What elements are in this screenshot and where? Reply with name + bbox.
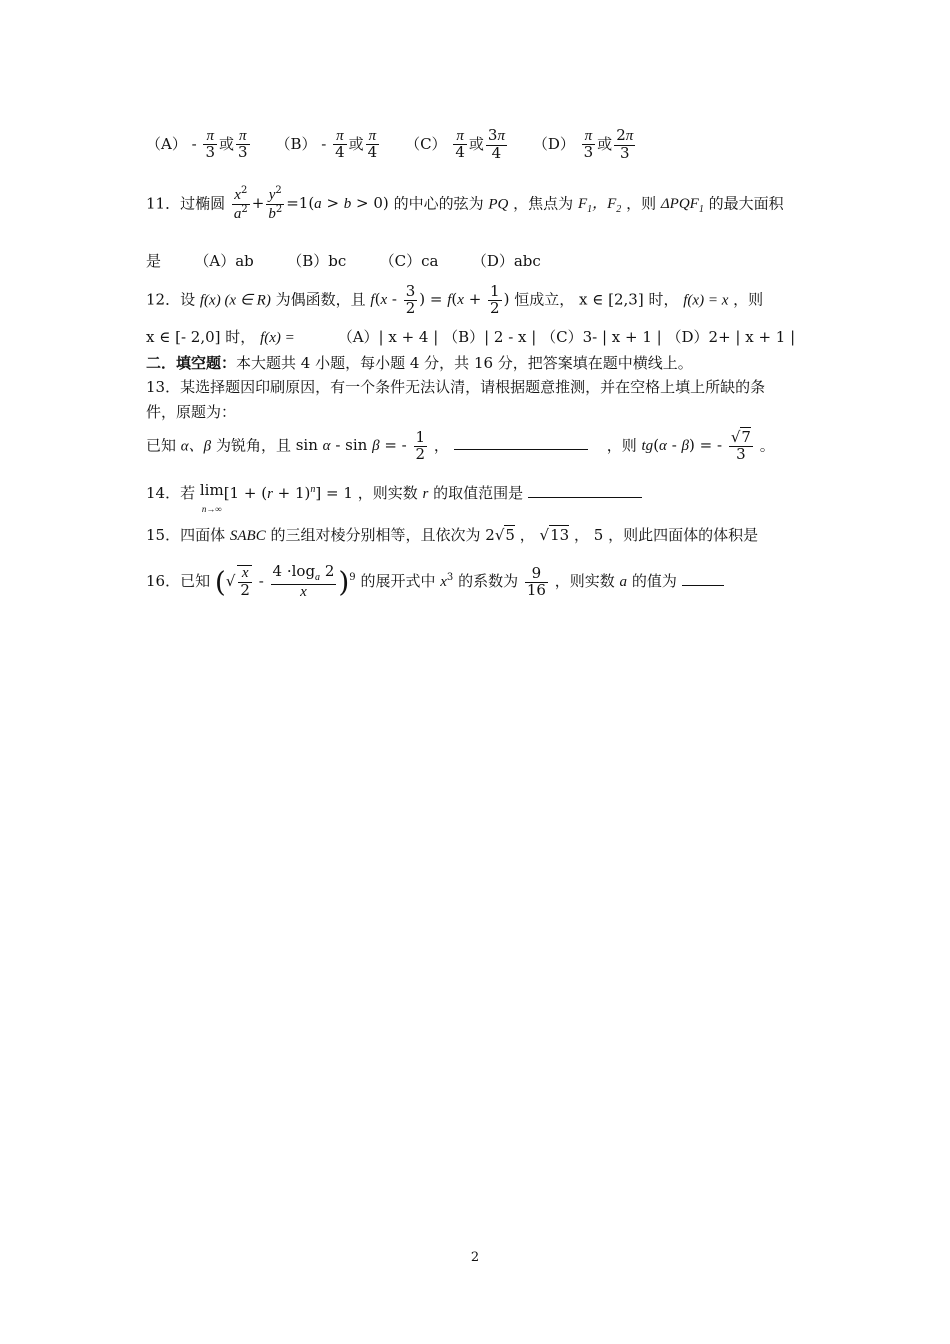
q11-option-b: （B）bc xyxy=(287,252,347,270)
q10-option-d-label: （D） xyxy=(532,134,575,153)
q10-option-b-label: （B） xyxy=(275,134,317,153)
q14-range: 的取值范围是 xyxy=(433,484,524,502)
page-number: 2 xyxy=(470,1250,480,1265)
q11-option-c: （C）ca xyxy=(379,252,439,270)
section2-text: 本大题共 4 小题，每小题 4 分，共 16 分，把答案填在题中横线上。 xyxy=(236,354,693,372)
q14-answer-blank xyxy=(528,497,642,498)
q10-option-a-expr: - $\frac{\pi}{3}$ 或 $\frac{\pi}{3}$ xyxy=(191,127,248,162)
q10-option-a-label: （A） xyxy=(146,134,187,153)
q11-chord: PQ xyxy=(488,196,509,213)
q13-sin-equation: sin α - sin β = - $\frac{1}{2}$ xyxy=(295,428,426,463)
q13-line2-text: 件，原题为： xyxy=(146,403,237,421)
q12-ask: f(x) = xyxy=(260,330,295,346)
q11-ellipse-equation: $\frac{x^2}{a^2}$ + $\frac{y^2}{b^2}$ =1(a > b > 0) xyxy=(233,185,394,222)
q12-domain: x ∈ [2,3] xyxy=(579,290,644,309)
q13-given: 已知 xyxy=(146,436,177,455)
q10-option-c-expr: $\frac{\pi}{4}$ 或 $\frac{3\pi}{4}$ xyxy=(455,126,505,162)
q14-limit: lim $n\to\infty[1 + (r + 1)^n] = 1$ xyxy=(199,481,358,514)
q13-line3 xyxy=(146,430,810,463)
q12-line1 xyxy=(146,284,810,317)
q11-text5: 是 xyxy=(146,252,162,270)
q12-text2: 恒成立， xyxy=(514,290,575,309)
q10-options xyxy=(146,128,810,162)
q13-line2 xyxy=(146,401,810,422)
q15-line xyxy=(146,524,810,545)
q15-sep1: ， xyxy=(519,526,535,544)
q11-line1 xyxy=(146,186,810,223)
q13-alpha-beta: α、β xyxy=(180,438,212,455)
q14-r: r xyxy=(422,486,429,502)
q16-given: 16．已知 xyxy=(146,572,211,591)
q12-text4: ，则 xyxy=(733,290,764,309)
q11-text2: ，焦点为 xyxy=(513,194,574,213)
q12-option-d: （D）2+ | x + 1 | xyxy=(666,328,796,346)
q12-def: f(x) = x xyxy=(683,292,729,309)
q11-text4: 的最大面积 xyxy=(708,194,784,213)
q12-domain2: x ∈ [- 2,0] xyxy=(146,328,221,346)
q12-option-c: （C）3- | x + 1 | xyxy=(541,328,662,346)
q11-foci: $F_1$，$F_2$ xyxy=(577,196,622,216)
section2-heading xyxy=(146,352,810,373)
q16-x3: $x^3$ xyxy=(440,572,454,591)
q16-coef-text: 的系数为 xyxy=(458,572,519,591)
q10-option-c-label: （C） xyxy=(405,134,447,153)
q16-coef-value: $\frac{9}{16}$ xyxy=(526,563,546,599)
q15-volume: ，则此四面体的体积是 xyxy=(608,526,759,544)
q12-text1: 为偶函数，且 xyxy=(275,290,366,309)
q15-edges: 的三组对棱分别相等，且依次为 xyxy=(270,526,481,544)
q12-fx: f(x) (x ∈ R) xyxy=(199,292,271,309)
q13-tg-equation: tg(α - β) = - $\frac{√7}{3}$ xyxy=(641,428,751,463)
q12-option-b: （B）| 2 - x | xyxy=(443,328,537,346)
q11-number: 11．过椭圆 xyxy=(146,194,226,213)
q13-then: ，则 xyxy=(606,436,637,455)
q15-value1: 2√5 xyxy=(485,526,515,544)
q14-limit-subscript: n→∞ xyxy=(201,503,222,514)
q12-condition: f(x - $\frac{3}{2}$ ) = f(x + $\frac{1}{2}$ ) xyxy=(370,282,515,317)
q16-binomial: (√ $\frac{x}{2}$ - $\frac{4 \cdot\log_a 2}{x}$ )$^9$ xyxy=(214,562,356,600)
q15-value3: 5 xyxy=(593,526,604,544)
q14-if: 14．若 xyxy=(146,484,196,502)
q15-sep2: ， xyxy=(573,526,589,544)
q16-answer-blank xyxy=(682,585,724,586)
q14-line xyxy=(146,482,810,515)
q12-number: 12．设 xyxy=(146,290,196,309)
section2-title: 二．填空题： xyxy=(146,354,237,372)
q14-real: ，则实数 xyxy=(357,484,418,502)
q11-line2 xyxy=(146,250,810,271)
q15-tetra: 15．四面体 xyxy=(146,526,226,544)
q13-comma: ， xyxy=(433,436,449,455)
q15-sabc: SABC xyxy=(229,528,266,544)
q13-line1-text: 13．某选择题因印刷原因，有一个条件无法认清，请根据题意推测，并在空格上填上所缺的条 xyxy=(146,378,766,396)
q16-line xyxy=(146,564,810,600)
q13-answer-blank xyxy=(454,449,588,450)
q16-value-is: 的值为 xyxy=(631,572,677,591)
q12-text3: 时， xyxy=(648,290,679,309)
q15-value2: √13 xyxy=(539,526,570,544)
q16-expansion: 的展开式中 xyxy=(360,572,436,591)
q16-var: a xyxy=(619,574,628,591)
q11-text3: ，则 xyxy=(626,194,657,213)
q12-option-a: （A）| x + 4 | xyxy=(337,328,439,346)
q11-option-d: （D）abc xyxy=(471,252,541,270)
q10-option-b-expr: - $\frac{\pi}{4}$ 或 $\frac{\pi}{4}$ xyxy=(321,127,378,162)
q11-triangle: $\Delta PQF_1$ xyxy=(660,196,704,216)
q13-acute: 为锐角，且 xyxy=(215,436,291,455)
q10-option-d-expr: $\frac{\pi}{3}$ 或 $\frac{2\pi}{3}$ xyxy=(583,126,634,162)
q11-option-a: （A）ab xyxy=(194,252,254,270)
q11-text1: 的中心的弦为 xyxy=(393,194,484,213)
q13-line1 xyxy=(146,376,810,397)
q12-line2 xyxy=(146,326,810,347)
q13-period: 。 xyxy=(759,436,775,455)
q16-real: ，则实数 xyxy=(554,572,615,591)
q12-text5: 时， xyxy=(225,328,256,346)
